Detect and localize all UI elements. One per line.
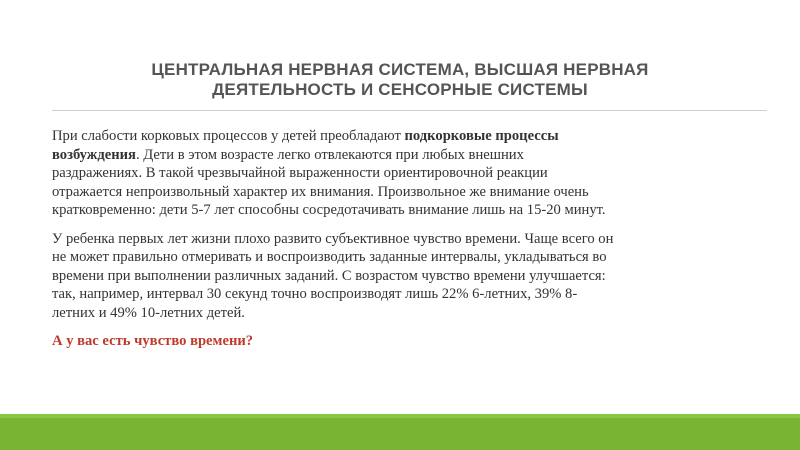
paragraph-line: не может правильно отмеривать и воспроизводить заданные интервалы, укладываться во	[52, 249, 607, 265]
bold-term: подкорковые процессы	[404, 128, 559, 144]
bold-term: возбуждения	[52, 146, 136, 163]
paragraph-line: отражается непроизвольный характер их внимания. Произвольное же внимание очень	[52, 183, 589, 200]
paragraph-line: так, например, интервал 30 секунд точно воспроизводят лишь 22% 6-летних, 39% 8-	[52, 286, 578, 302]
footer-bar	[0, 418, 800, 450]
title-line-2: ДЕЯТЕЛЬНОСТЬ И СЕНСОРНЫЕ СИСТЕМЫ	[212, 80, 588, 99]
text-run: При слабости корковых процессов у детей преобладают	[52, 128, 405, 144]
paragraph-line	[52, 127, 767, 146]
paragraph-line: У ребенка первых лет жизни плохо развито субъективное чувство времени. Чаще всего он	[52, 230, 614, 247]
paragraph-line	[52, 146, 767, 165]
paragraph-line: раздражениях. В такой чрезвычайной выраженности ориентировочной реакции	[52, 165, 548, 181]
text-run: . Дети в этом возрасте легко отвлекаются при любых внешних	[135, 146, 524, 163]
paragraph-line: кратковременно: дети 5-7 лет способны сосредотачивать внимание лишь на 15-20 минут.	[52, 202, 606, 218]
closing-question: А у вас есть чувство времени?	[52, 333, 254, 349]
paragraph-attention	[52, 127, 767, 220]
slide-title	[60, 60, 740, 100]
paragraph-line: летних и 49% 10-летних детей.	[52, 304, 245, 321]
title-line-1: ЦЕНТРАЛЬНАЯ НЕРВНАЯ СИСТЕМА, ВЫСШАЯ НЕРВНАЯ	[151, 60, 649, 79]
title-divider	[52, 110, 767, 111]
paragraph-line: времени при выполнении различных заданий. С возрастом чувство времени улучшается:	[52, 267, 606, 284]
paragraph-time-sense	[52, 230, 767, 323]
slide-body	[52, 127, 767, 351]
